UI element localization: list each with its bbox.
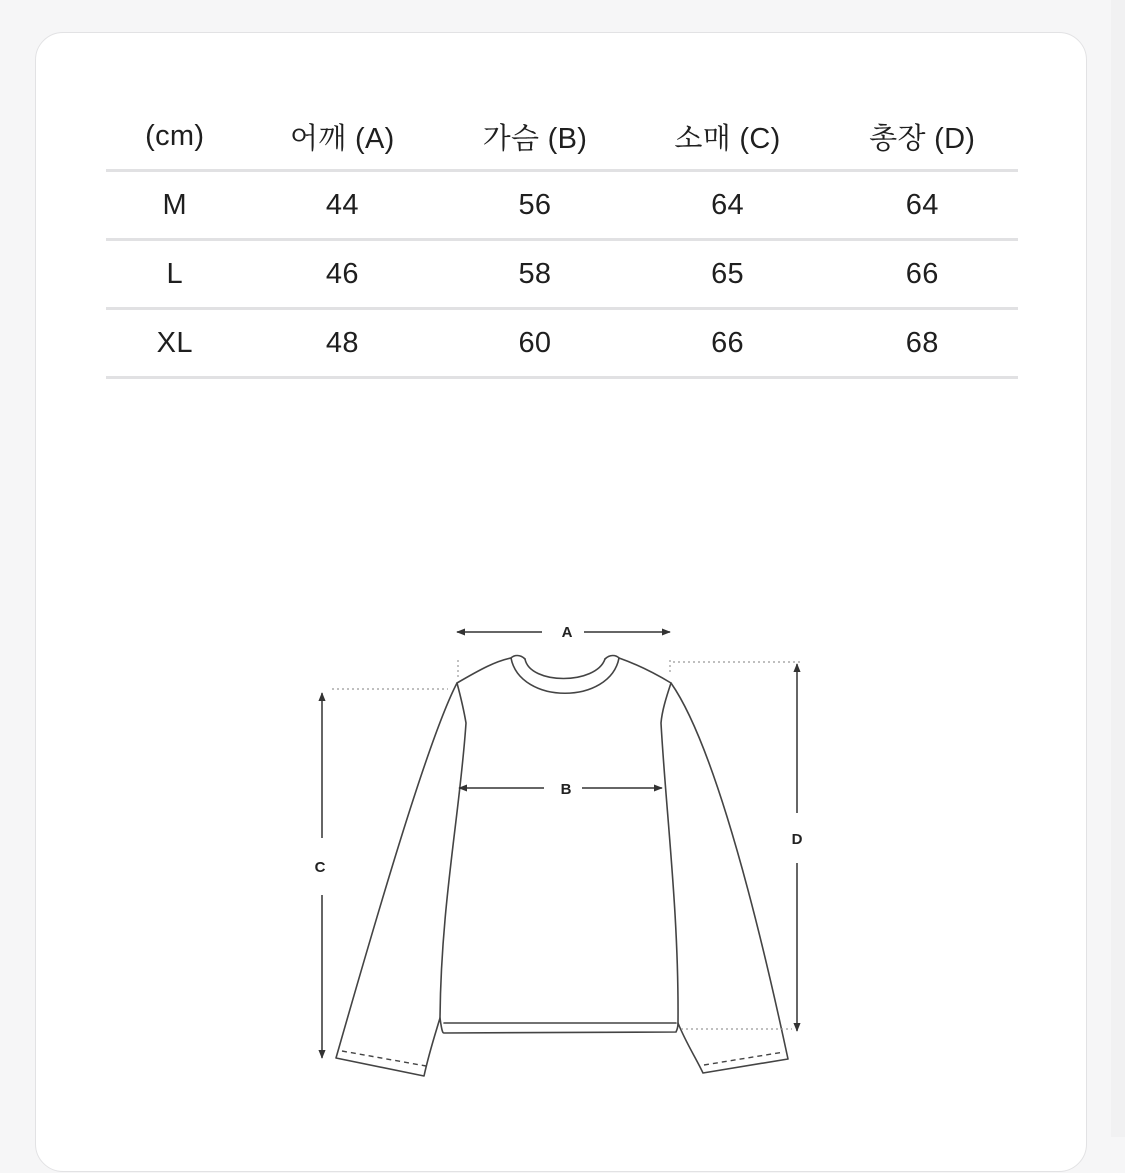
chest-value: 56 — [441, 171, 628, 240]
chest-value: 58 — [441, 240, 628, 309]
table-row — [106, 309, 1018, 378]
shoulder-value: 46 — [243, 240, 441, 309]
table-header-row — [106, 103, 1018, 171]
header-chest: 가슴 (B) — [441, 103, 628, 171]
size-label: XL — [106, 309, 243, 378]
sweater-outline — [336, 656, 788, 1077]
scrollbar-track[interactable] — [1111, 0, 1125, 1137]
total-length-value: 66 — [826, 240, 1018, 309]
size-label: M — [106, 171, 243, 240]
sleeve-value: 65 — [629, 240, 827, 309]
label-a: A — [561, 624, 573, 641]
sleeve-value: 66 — [629, 309, 827, 378]
header-total-length: 총장 (D) — [826, 103, 1018, 171]
label-c: C — [314, 859, 326, 876]
label-b: B — [560, 781, 572, 798]
table-row — [106, 240, 1018, 309]
shoulder-value: 44 — [243, 171, 441, 240]
table-row — [106, 171, 1018, 240]
size-table — [106, 103, 1018, 379]
size-label: L — [106, 240, 243, 309]
total-length-value: 68 — [826, 309, 1018, 378]
header-shoulder: 어깨 (A) — [243, 103, 441, 171]
guide-lines — [332, 660, 800, 1029]
sleeve-value: 64 — [629, 171, 827, 240]
measurement-arrows — [322, 632, 797, 1058]
cuff-seams — [342, 1051, 784, 1066]
chest-value: 60 — [441, 309, 628, 378]
shoulder-value: 48 — [243, 309, 441, 378]
size-guide-card — [35, 32, 1087, 1172]
header-unit: (cm) — [106, 103, 243, 171]
header-sleeve: 소매 (C) — [629, 103, 827, 171]
total-length-value: 64 — [826, 171, 1018, 240]
label-d: D — [791, 831, 803, 848]
